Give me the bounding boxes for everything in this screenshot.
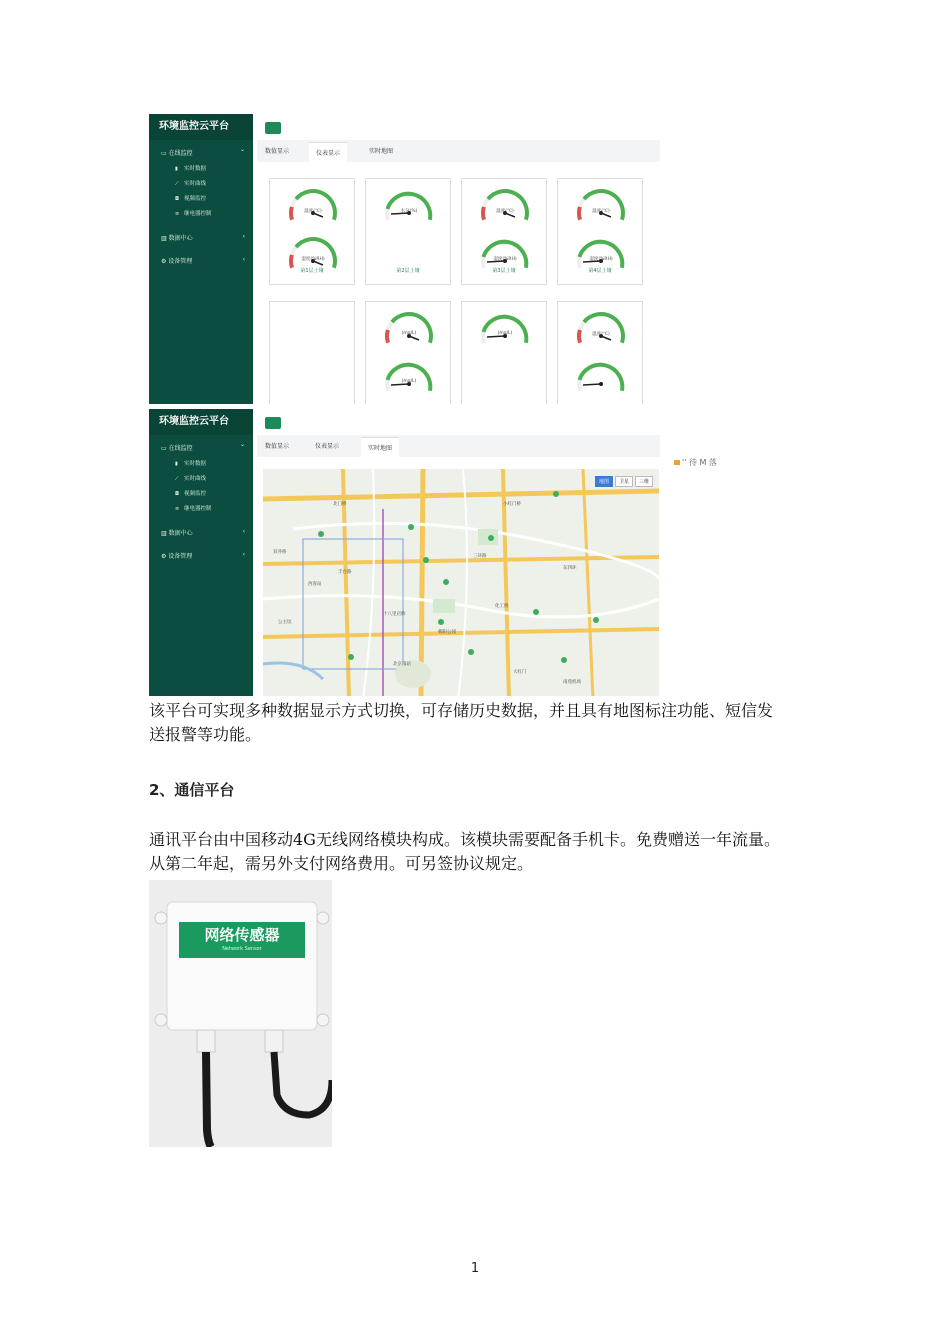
gauge-unit: 湿度(%RH)	[301, 257, 325, 262]
bar-chart-icon: ▥	[161, 235, 169, 242]
nav-realtime-curve[interactable]: ⟋ 实时曲线	[175, 476, 207, 482]
brand-title: 环境监控云平台	[149, 409, 253, 435]
nav-online-monitor[interactable]: ▭ 在线监控 ⌄	[161, 441, 245, 452]
map-marker-icon[interactable]	[408, 524, 414, 530]
gear-icon: ⚙	[161, 553, 169, 560]
gauge-unit: 温度(℃)	[304, 209, 322, 214]
note-marker-icon	[674, 460, 680, 465]
map-label: 西客站	[308, 582, 322, 587]
brand-title: 环境监控云平台	[149, 114, 253, 140]
map-marker-icon[interactable]	[348, 654, 354, 660]
gauge-card	[269, 301, 355, 404]
monitor-icon: ▭	[161, 150, 169, 157]
map-type-satellite[interactable]: 卫星	[615, 476, 633, 487]
gauge-unit: (mg/L)	[401, 331, 417, 336]
sensor-box-drawing	[149, 880, 332, 1147]
paragraph-platform-line2: 送报警等功能。	[149, 725, 262, 744]
gauge-bottom	[380, 354, 438, 394]
paragraph-comm-line1: 通讯平台由中国移动4G无线网络模块构成。该模块需要配备手机卡。免费赠送一年流量。	[149, 830, 780, 849]
map-marker-icon[interactable]	[553, 491, 559, 497]
gauge-unit: 温度(℃)	[592, 332, 610, 337]
menu-toggle-button[interactable]	[265, 417, 281, 429]
gauge-card	[269, 178, 355, 285]
nav-video-monitor[interactable]: ◘ 视频监控	[175, 491, 207, 497]
chevron-left-icon: ‹	[242, 551, 245, 558]
paragraph-platform-line1: 该平台可实现多种数据显示方式切换，可存储历史数据，并且具有地图标注功能、短信发	[149, 701, 774, 720]
chevron-down-icon: ⌄	[239, 441, 245, 448]
gauge-bottom	[572, 231, 630, 271]
camera-icon: ◘	[175, 196, 179, 202]
map-label: 化工桥	[495, 604, 509, 609]
sidebar	[149, 114, 253, 404]
map-marker-icon[interactable]	[468, 649, 474, 655]
sensor-icon: ▮	[175, 461, 178, 467]
map-label: 公主坟	[278, 620, 292, 625]
map-marker-icon[interactable]	[561, 657, 567, 663]
menu-toggle-button[interactable]	[265, 122, 281, 134]
realtime-map[interactable]	[263, 469, 659, 696]
camera-icon: ◘	[175, 491, 179, 497]
nav-relay-control[interactable]: ≡ 继电器控制	[175, 506, 212, 512]
map-label: 小红门桥	[503, 502, 521, 507]
tab-map[interactable]: 实时地图	[361, 437, 399, 458]
gear-icon: ⚙	[161, 258, 169, 265]
line-chart-icon: ⟋	[175, 181, 179, 187]
map-label: 北门桥	[333, 502, 347, 507]
map-marker-icon[interactable]	[438, 619, 444, 625]
device-sublabel: Network Sensor	[222, 946, 262, 952]
gauge-card-label: 第3层土壤	[492, 268, 516, 274]
nav-online-monitor[interactable]: ▭ 在线监控 ⌄	[161, 146, 245, 157]
tab-numeric[interactable]: 数值显示	[265, 443, 290, 450]
gauge-top	[380, 306, 438, 346]
gauge-unit: 温度(℃)	[496, 209, 514, 214]
nav-realtime-data[interactable]: ▮ 实时数据	[175, 461, 207, 467]
map-marker-icon[interactable]	[443, 579, 449, 585]
gauge-unit: 湿度(%RH)	[589, 257, 613, 262]
gauge-card-label: 第4层土壤	[588, 268, 612, 274]
map-label: 南苑机场	[563, 680, 581, 685]
chevron-left-icon: ‹	[242, 256, 245, 263]
gauge-card-label: 第2层土壤	[396, 268, 420, 274]
nav-relay-control[interactable]: ≡ 继电器控制	[175, 211, 212, 217]
gauge-card	[557, 178, 643, 285]
nav-realtime-data[interactable]: ▮ 实时数据	[175, 166, 207, 172]
nav-device-mgmt[interactable]: ⚙ 设备管理 ‹	[161, 256, 245, 265]
map-label: 双井桥	[273, 550, 287, 555]
map-marker-icon[interactable]	[488, 535, 494, 541]
line-chart-icon: ⟋	[175, 476, 179, 482]
chevron-down-icon: ⌄	[239, 146, 245, 153]
gauge-top	[572, 183, 630, 223]
map-type-3d[interactable]: 三维	[635, 476, 653, 487]
map-marker-icon[interactable]	[593, 617, 599, 623]
tab-gauge[interactable]: 仪表显示	[315, 443, 340, 450]
gauge-unit: 温度(℃)	[592, 209, 610, 214]
gauge-bottom	[476, 231, 534, 271]
bar-chart-icon: ▥	[161, 530, 169, 537]
tab-gauge[interactable]: 仪表显示	[309, 142, 347, 163]
gauge-top	[572, 306, 630, 346]
tab-numeric[interactable]: 数值显示	[265, 148, 290, 155]
chevron-left-icon: ‹	[242, 528, 245, 535]
gauge-card	[365, 178, 451, 285]
gauge-unit: (mg/L)	[401, 379, 417, 384]
sliders-icon: ≡	[175, 506, 180, 512]
gauge-top	[476, 183, 534, 223]
sidebar	[149, 409, 253, 696]
map-label: 三环路	[473, 554, 487, 559]
gauge-top	[380, 183, 438, 223]
map-marker-icon[interactable]	[318, 531, 324, 537]
gauge-card-label: 第1层土壤	[300, 268, 324, 274]
chevron-left-icon: ‹	[242, 233, 245, 240]
nav-data-center[interactable]: ▥ 数据中心 ‹	[161, 528, 245, 537]
gauge-card	[461, 178, 547, 285]
map-label: 朝阳公园	[438, 630, 456, 635]
platform-screenshot-map	[149, 409, 660, 696]
map-label: 东四环	[563, 566, 577, 571]
map-marker-icon[interactable]	[533, 609, 539, 615]
map-label: 十八里店桥	[383, 612, 406, 617]
sensor-icon: ▮	[175, 166, 178, 172]
gauge-card	[461, 301, 547, 404]
main-panel	[257, 114, 660, 404]
gauge-bottom	[572, 354, 630, 394]
tab-map[interactable]: 实时地图	[369, 148, 394, 155]
gauge-card	[365, 301, 451, 404]
network-sensor-photo	[149, 880, 332, 1147]
gauge-bottom	[284, 231, 342, 271]
map-type-map[interactable]: 地图	[595, 476, 613, 487]
map-marker-icon[interactable]	[423, 557, 429, 563]
map-label: 北京南站	[393, 662, 411, 667]
gauge-unit: 湿度(%RH)	[493, 257, 517, 262]
side-note: '' 待 M 落	[674, 457, 717, 468]
gauge-unit: 水分(%)	[400, 209, 418, 214]
paragraph-comm-line2: 从第二年起，需另外支付网络费用。可另签协议规定。	[149, 854, 534, 873]
map-roads	[263, 469, 659, 696]
page-number: 1	[470, 1261, 480, 1276]
gauge-top	[476, 306, 534, 346]
nav-video-monitor[interactable]: ◘ 视频监控	[175, 196, 207, 202]
gauge-card	[557, 301, 643, 404]
map-label: 丰台路	[338, 570, 352, 575]
map-label: 大红门	[513, 670, 527, 675]
nav-device-mgmt[interactable]: ⚙ 设备管理 ‹	[161, 551, 245, 560]
main-panel	[257, 409, 660, 696]
sliders-icon: ≡	[175, 211, 180, 217]
tab-bar	[257, 435, 660, 457]
nav-data-center[interactable]: ▥ 数据中心 ‹	[161, 233, 245, 242]
section-heading: 2、通信平台	[149, 781, 235, 799]
gauge-unit: (mg/L)	[497, 331, 513, 336]
platform-screenshot-gauges	[149, 114, 660, 404]
nav-realtime-curve[interactable]: ⟋ 实时曲线	[175, 181, 207, 187]
monitor-icon: ▭	[161, 445, 169, 452]
device-label: 网络传感器	[204, 926, 280, 944]
tab-bar	[257, 140, 660, 162]
gauge-top	[284, 183, 342, 223]
